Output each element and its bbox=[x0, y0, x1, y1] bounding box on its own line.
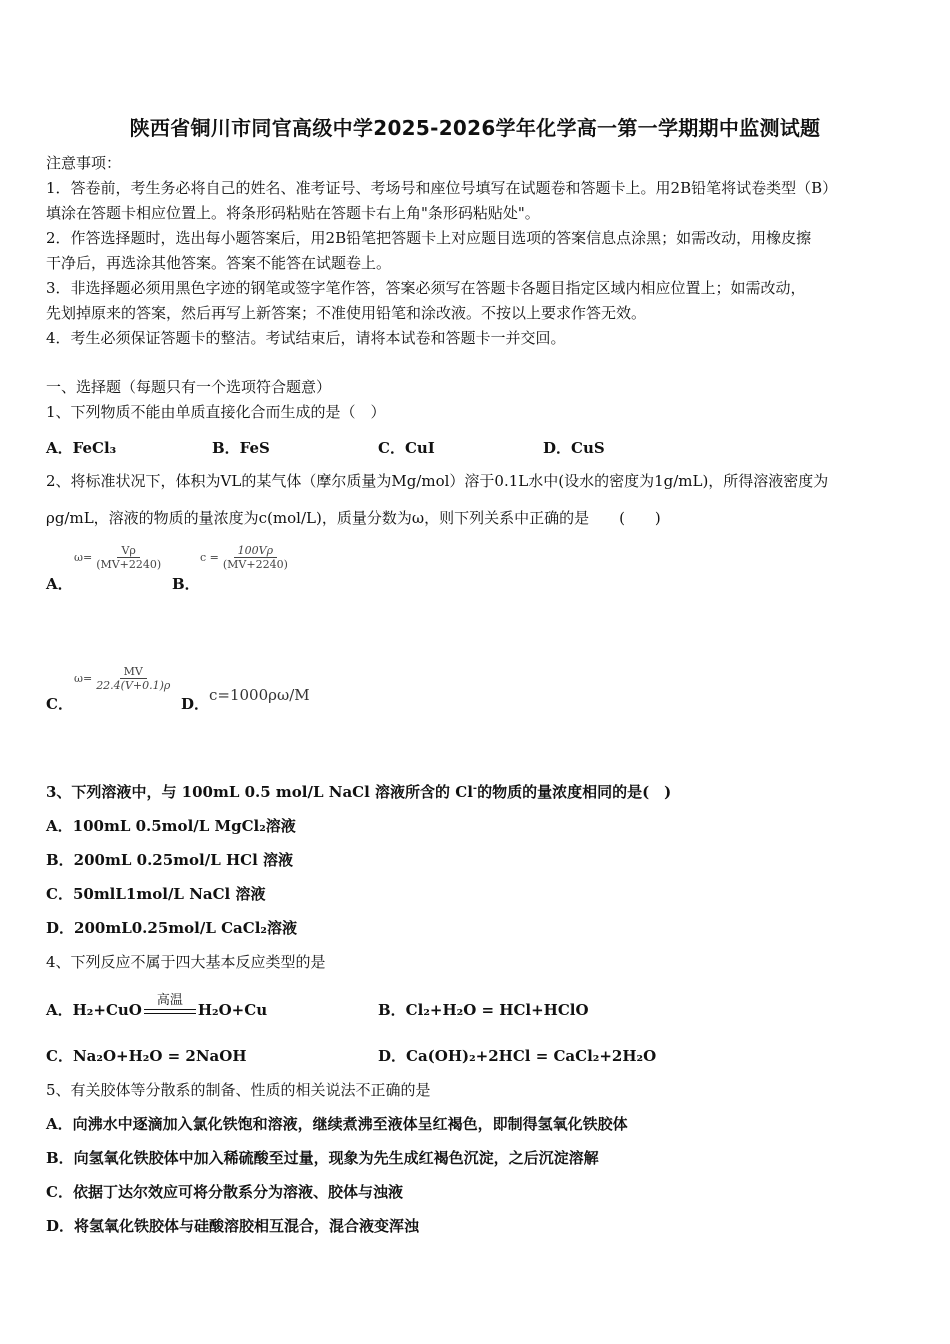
q4-option-b: B．Cl₂+H₂O = HCl+HClO bbox=[378, 1001, 589, 1019]
q4-option-c: C．Na₂O+H₂O = 2NaOH bbox=[46, 1047, 247, 1065]
formula-lhs: c = bbox=[200, 551, 219, 564]
q1-option-a: A．FeCl₃ bbox=[46, 439, 117, 457]
formula-lhs: ω= bbox=[74, 551, 93, 564]
q2-formula-b bbox=[200, 544, 290, 571]
q5-option-c: C．依据丁达尔效应可将分散系分为溶液、胶体与浊液 bbox=[46, 1183, 403, 1201]
section-heading: 一、选择题（每题只有一个选项符合题意） bbox=[46, 378, 332, 396]
denominator: (MV+2240) bbox=[96, 558, 162, 571]
note-2a: 2．作答选择题时，选出每小题答案后，用2B铅笔把答题卡上对应题目选项的答案信息点涂黑；如需改动，用橡皮擦 bbox=[46, 229, 812, 247]
formula-lhs: ω= bbox=[74, 672, 93, 685]
q3-stem bbox=[46, 781, 671, 802]
denominator: (MV+2240) bbox=[222, 558, 288, 571]
fraction bbox=[94, 544, 163, 571]
note-1a: 1．答卷前，考生务必将自己的姓名、准考证号、考场号和座位号填写在试题卷和答题卡上。用2B铅笔将试卷类型（B） bbox=[46, 179, 838, 197]
note-4: 4．考生必须保证答题卡的整洁。考试结束后，请将本试卷和答题卡一并交回。 bbox=[46, 329, 566, 347]
q4-option-a bbox=[46, 993, 268, 1021]
q3-option-a: A．100mL 0.5mol/L MgCl₂溶液 bbox=[46, 817, 296, 835]
q1-option-c: C．CuI bbox=[378, 439, 435, 457]
q2-formula-d: c=1000ρω/M bbox=[209, 686, 310, 704]
q2-stem-line1: 2、将标准状况下，体积为VL的某气体（摩尔质量为Mg/mol）溶于0.1L水中(设水的密度为1g/mL)，所得溶液密度为 bbox=[46, 472, 829, 490]
numerator: Vρ bbox=[117, 544, 139, 558]
fraction bbox=[94, 665, 172, 692]
q4-a-products: H₂O+Cu bbox=[197, 1001, 268, 1019]
q2-option-b: B． bbox=[172, 575, 200, 593]
q4-option-d: D．Ca(OH)₂+2HCl = CaCl₂+2H₂O bbox=[378, 1047, 657, 1065]
reaction-condition-arrow bbox=[144, 993, 196, 1021]
q5-option-a: A．向沸水中逐滴加入氯化铁饱和溶液，继续煮沸至液体呈红褐色，即制得氢氧化铁胶体 bbox=[46, 1115, 628, 1133]
q4-stem: 4、下列反应不属于四大基本反应类型的是 bbox=[46, 953, 326, 971]
numerator: 100Vρ bbox=[234, 544, 277, 558]
q3-stem-part2: 的物质的量浓度相同的是( ) bbox=[477, 783, 672, 801]
page-title: 陕西省铜川市同官高级中学2025-2026学年化学高一第一学期期中监测试题 bbox=[129, 116, 821, 140]
numerator: MV bbox=[120, 665, 147, 679]
q4-a-reactants: A．H₂+CuO bbox=[46, 1001, 142, 1019]
q1-stem: 1、下列物质不能由单质直接化合而生成的是（ ） bbox=[46, 403, 386, 421]
denominator: 22.4(V+0.1)ρ bbox=[96, 679, 171, 692]
q3-stem-part1: 3、下列溶液中，与 100mL 0.5 mol/L NaCl 溶液所含的 Cl bbox=[46, 783, 473, 801]
notes-heading: 注意事项： bbox=[46, 154, 122, 172]
q2-stem-line2: ρg/mL，溶液的物质的量浓度为c(mol/L)，质量分数为ω，则下列关系中正确的是 ( ) bbox=[46, 509, 661, 527]
q2-formula-a bbox=[74, 544, 163, 571]
q2-option-d: D． bbox=[181, 695, 210, 713]
q5-option-d: D．将氢氧化铁胶体与硅酸溶胶相互混合，混合液变浑浊 bbox=[46, 1217, 420, 1235]
q3-option-b: B．200mL 0.25mol/L HCl 溶液 bbox=[46, 851, 294, 869]
q1-option-b: B．FeS bbox=[212, 439, 270, 457]
q5-option-b: B．向氢氧化铁胶体中加入稀硫酸至过量，现象为先生成红褐色沉淀，之后沉淀溶解 bbox=[46, 1149, 599, 1167]
note-2b: 干净后，再选涂其他答案。答案不能答在试题卷上。 bbox=[46, 254, 392, 272]
reaction-condition-label: 高温 bbox=[156, 993, 183, 1008]
q2-option-c: C． bbox=[46, 695, 73, 713]
q3-stem-superscript: - bbox=[472, 783, 478, 794]
q1-option-d: D．CuS bbox=[543, 439, 605, 457]
q3-option-d: D．200mL0.25mol/L CaCl₂溶液 bbox=[46, 919, 297, 937]
note-3a: 3．非选择题必须用黑色字迹的钢笔或签字笔作答，答案必须写在答题卡各题目指定区域内相应位置上；如需改动， bbox=[46, 279, 806, 297]
q2-option-a: A． bbox=[46, 575, 73, 593]
fraction bbox=[221, 544, 290, 571]
q3-option-c: C．50mlL1mol/L NaCl 溶液 bbox=[46, 885, 266, 903]
q5-stem: 5、有关胶体等分散系的制备、性质的相关说法不正确的是 bbox=[46, 1081, 431, 1099]
q2-formula-c bbox=[74, 665, 172, 692]
note-3b: 先划掉原来的答案，然后再写上新答案；不准使用铅笔和涂改液。不按以上要求作答无效。 bbox=[46, 304, 647, 322]
note-1b: 填涂在答题卡相应位置上。将条形码粘贴在答题卡右上角"条形码粘贴处"。 bbox=[46, 204, 540, 222]
